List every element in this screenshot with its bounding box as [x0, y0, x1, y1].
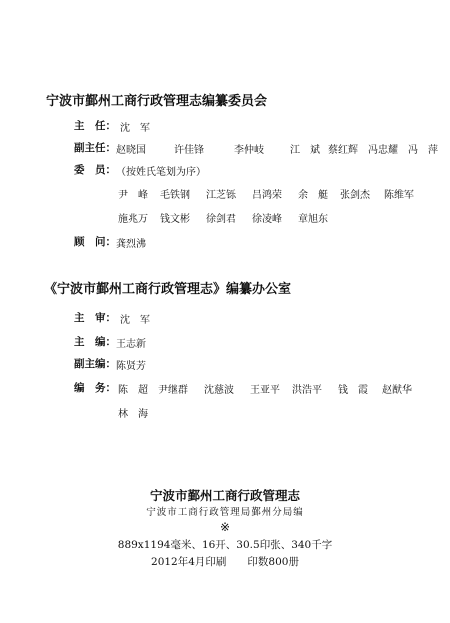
- asterism-icon: ※: [219, 520, 231, 534]
- imprint-title: 宁波市鄞州工商行政管理志: [149, 488, 300, 503]
- deputy-director-role: 副主任：: [74, 142, 116, 154]
- editor-name: 林 海: [118, 409, 148, 420]
- member-name: 陈维军: [384, 190, 414, 201]
- office-title: 《宁波市鄞州工商行政管理志》编纂办公室: [44, 282, 292, 297]
- deputy-director-name: 李仲岐: [234, 145, 264, 156]
- deputy-director-name: 许佳锋: [174, 145, 204, 156]
- chief-editor-role: 主 编：: [74, 336, 116, 348]
- member-name: 钱文彬: [160, 214, 190, 225]
- members-role: 委 员：: [74, 164, 116, 176]
- editor-name: 尹继群: [158, 385, 188, 396]
- member-name: 江芝铄: [206, 190, 236, 201]
- director-name: 沈 军: [120, 123, 150, 134]
- chief-reviewer-name: 沈 军: [120, 315, 150, 326]
- director-role: 主 任：: [74, 120, 116, 132]
- deputy-director-name: 冯忠耀: [368, 145, 398, 156]
- member-name: 徐凌峰: [252, 214, 282, 225]
- deputy-editor-name: 陈贤芳: [116, 361, 146, 372]
- imprint-compiler: 宁波市工商行政管理局鄞州分局编: [146, 507, 304, 518]
- deputy-director-name: 江 斌: [290, 145, 320, 156]
- editor-name: 赵猷华: [382, 385, 412, 396]
- editor-name: 陈 超: [118, 385, 148, 396]
- chief-reviewer-role: 主 审：: [74, 312, 116, 324]
- advisor-role: 顾 问：: [74, 236, 116, 248]
- editor-name: 洪浩平: [292, 385, 322, 396]
- committee-title: 宁波市鄞州工商行政管理志编纂委员会: [46, 94, 268, 109]
- members-note: （按姓氏笔划为序）: [116, 167, 206, 178]
- member-name: 张剑杰: [340, 190, 370, 201]
- member-name: 章旭东: [298, 214, 328, 225]
- deputy-director-name: 蔡红辉: [328, 145, 358, 156]
- editor-name: 钱 霞: [338, 385, 368, 396]
- member-name: 余 艇: [298, 190, 328, 201]
- deputy-director-name: 冯 萍: [408, 145, 438, 156]
- chief-editor-name: 王志新: [116, 339, 146, 350]
- member-name: 毛铁钢: [160, 190, 190, 201]
- deputy-director-name: 赵晓国: [116, 145, 146, 156]
- member-name: 尹 峰: [118, 190, 148, 201]
- member-name: 施兆万: [118, 214, 148, 225]
- editors-role: 编 务：: [74, 382, 116, 394]
- member-name: 吕鸿荣: [252, 190, 282, 201]
- editor-name: 王亚平: [250, 385, 280, 396]
- advisor-name: 龚烈沸: [116, 239, 146, 250]
- editor-name: 沈慈波: [204, 385, 234, 396]
- member-name: 徐剑君: [206, 214, 236, 225]
- imprint-specs: 889x1194毫米、16开、30.5印张、340千字: [117, 539, 333, 551]
- imprint-printing: 2012年4月印刷 印数800册: [151, 556, 299, 568]
- deputy-editor-role: 副主编：: [74, 358, 116, 370]
